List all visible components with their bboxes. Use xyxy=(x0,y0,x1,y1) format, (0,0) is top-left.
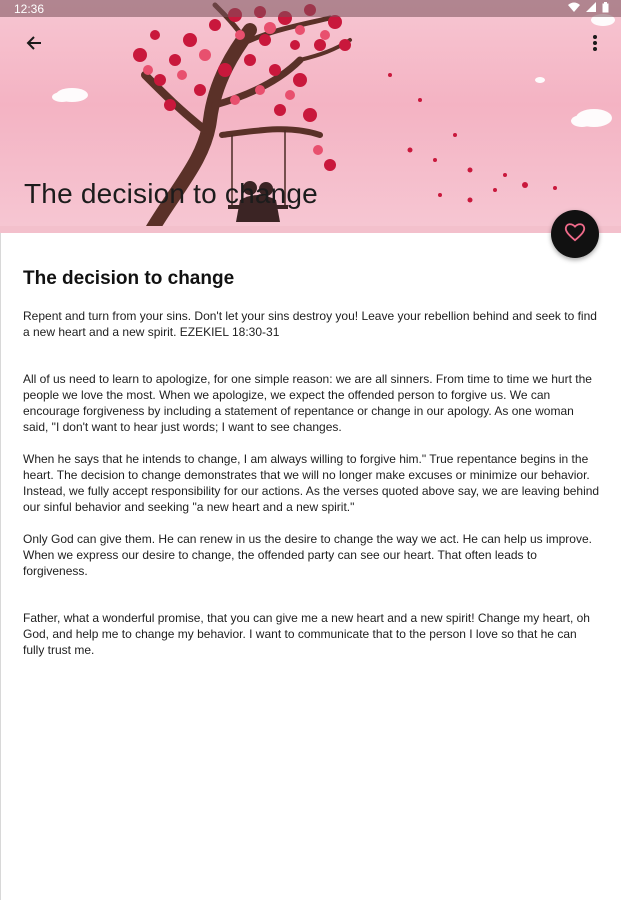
wifi-icon xyxy=(568,2,580,15)
article-paragraph: Repent and turn from your sins. Don't let your sins destroy you! Leave your rebellion behind and seek to find a new heart and a new spirit. EZEKIEL 18:30-31 xyxy=(23,309,597,339)
article-paragraph: Only God can give them. He can renew in us the desire to change the way we act. He can help us improve. When we express our desire to change, the offended party can see our heart. That often leads to forgiveness. xyxy=(23,532,592,578)
article-title: The decision to change xyxy=(23,268,235,289)
back-button[interactable] xyxy=(14,25,54,65)
favorite-button[interactable] xyxy=(551,210,599,258)
header-image xyxy=(0,0,621,233)
article-paragraph: When he says that he intends to change, I am always willing to forgive him." True repentance begins in the heart. The decision to change demonstrates that we will no longer make excuses or minimize our behavior. Instead, we fully accept responsibility for our actions. As the verses quoted above say, we are leaving behind our sinful behavior and seeking "a new heart and a new spirit." xyxy=(23,452,600,514)
header-title: The decision to change xyxy=(24,178,318,209)
heart-outline-icon xyxy=(564,222,586,247)
status-time: 12:36 xyxy=(14,1,45,16)
status-icons xyxy=(568,2,609,16)
article-paragraph: All of us need to learn to apologize, for one simple reason: we are all sinners. From time to time we hurt the people we love the most. When we apologize, we expect the offended person to forgive us. We can encourage forgiveness by including a statement of repentance or change in our apology. As one woman said, "I don't want to hear just words; I want to see changes. xyxy=(23,372,592,434)
arrow-back-icon xyxy=(25,32,43,58)
divider xyxy=(0,233,1,900)
more-options-button[interactable] xyxy=(575,25,615,65)
more-vert-icon xyxy=(592,32,598,58)
battery-icon xyxy=(602,2,609,16)
article-paragraph: Father, what a wonderful promise, that you can give me a new heart and a new spirit! Change my heart, oh God, and help me to change my behavior. I want to communicate that to the person I love so that he can fully trust me. xyxy=(23,611,590,657)
status-bar xyxy=(0,0,621,17)
signal-icon xyxy=(586,2,596,15)
article-body xyxy=(23,268,601,674)
